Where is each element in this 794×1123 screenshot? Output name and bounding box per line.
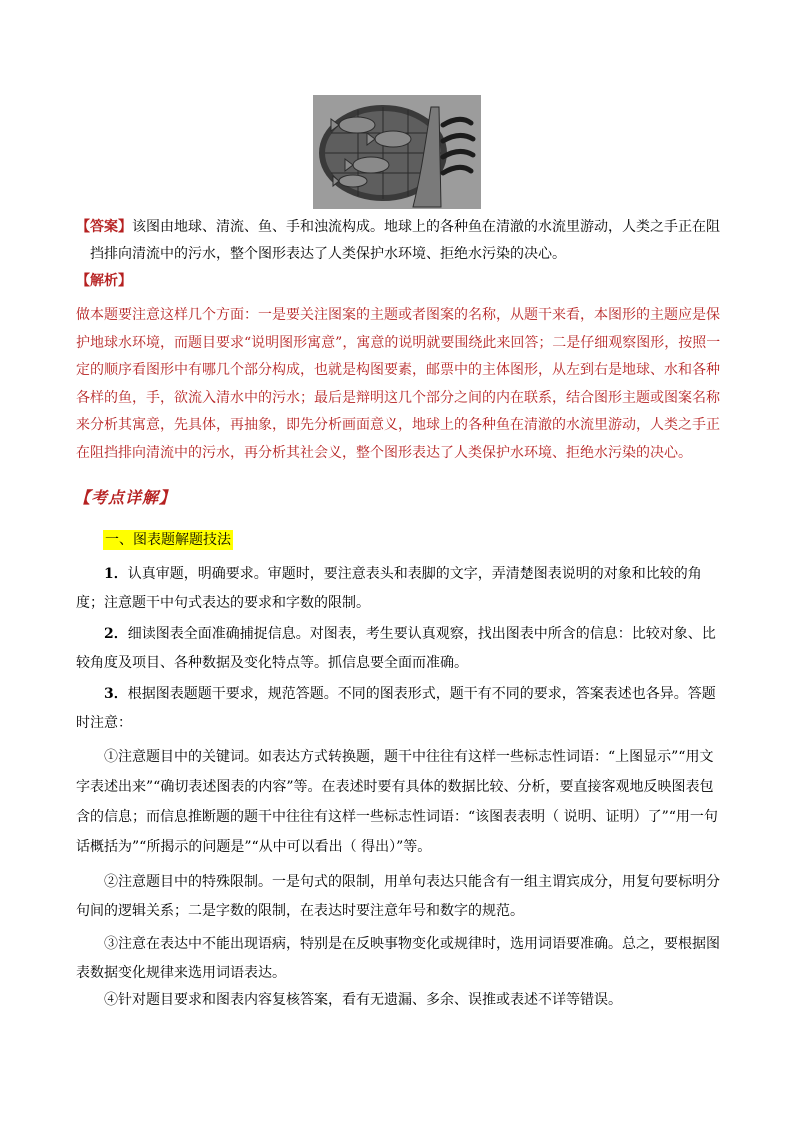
note-3: ③注意在表达中不能出现语病，特别是在反映事物变化或规律时，选用词语要准确。总之，要根据图表数据变化规律来选用词语表达。 <box>76 936 720 981</box>
point-1-text: 认真审题，明确要求。审题时，要注意表头和表脚的文字，弄清楚图表说明的对象和比较的角度；注意题干中句式表达的要求和字数的限制。 <box>76 566 702 611</box>
note-4: ④针对题目要求和图表内容复核答案，看有无遗漏、多余、误推或表述不详等错误。 <box>104 992 622 1008</box>
point-1 <box>76 560 722 618</box>
section-title: 一、图表题解题技法 <box>105 532 231 548</box>
point-3-number: 3． <box>104 686 128 702</box>
point-2-number: 2． <box>104 626 128 642</box>
point-3 <box>76 680 722 738</box>
answer-text: 该图由地球、清流、鱼、手和浊流构成。地球上的各种鱼在清澈的水流里游动，人类之手正在阻挡排向清流中的污水，整个图形表达了人类保护水环境、拒绝水污染的决心。 <box>90 219 720 262</box>
point-2-text: 细读图表全面准确捕捉信息。对图表，考生要认真观察，找出图表中所含的信息：比较对象、比较角度及项目、各种数据及变化特点等。抓信息要全面而准确。 <box>76 626 716 671</box>
water-protection-illustration <box>313 95 481 209</box>
point-3-text: 根据图表题题干要求，规范答题。不同的图表形式，题干有不同的要求，答案表述也各异。答题时注意： <box>76 686 716 731</box>
globe-fish-hand-image <box>313 95 481 209</box>
note-1: ①注意题目中的关键词。如表达方式转换题，题干中往往有这样一些标志性词语：“上图显示”“用文字表述出来”“确切表述图表的内容”等。在表述时要有具体的数据比较、分析，要直接客观地反映图表包含的信息；而信息推断题的题干中往往有这样一些标志性词语：“该图表表明（ 说明、证明）了”“用一句话概括为”“所揭示的问题是”“从中可以看出（ 得出）”等。 <box>76 749 718 855</box>
note-2: ②注意题目中的特殊限制。一是句式的限制，用单句表达只能含有一组主谓宾成分，用复句要标明分句间的逻辑关系；二是字数的限制，在表达时要注意年号和数字的规范。 <box>76 874 720 919</box>
point-1-number: 1． <box>104 566 128 582</box>
kaodian-heading: 【考点详解】 <box>74 488 177 507</box>
analysis-text: 做本题要注意这样几个方面：一是要关注图案的主题或者图案的名称，从题干来看，本图形的主题应是保护地球水环境，而题目要求“说明图形寓意”，寓意的说明就要围绕此来回答；二是仔细观察图形，按照一定的顺序看图形中有哪几个部分构成，也就是构图要素，邮票中的主体图形，从左到右是地球、水和各种各样的鱼，手，欲流入清水中的污水；最后是辩明这几个部分之间的内在联系，结合图形主题或图案名称来分析其寓意，先具体，再抽象，即先分析画面意义，地球上的各种鱼在清澈的水流里游动，人类之手正在阻挡排向清流中的污水，再分析其社会义，整个图形表达了人类保护水环境、拒绝水污染的决心。 <box>76 307 721 461</box>
analysis-label: 【解析】 <box>76 273 132 289</box>
answer-paragraph <box>76 214 724 268</box>
point-2 <box>76 620 722 678</box>
answer-label: 【答案】 <box>76 219 132 235</box>
